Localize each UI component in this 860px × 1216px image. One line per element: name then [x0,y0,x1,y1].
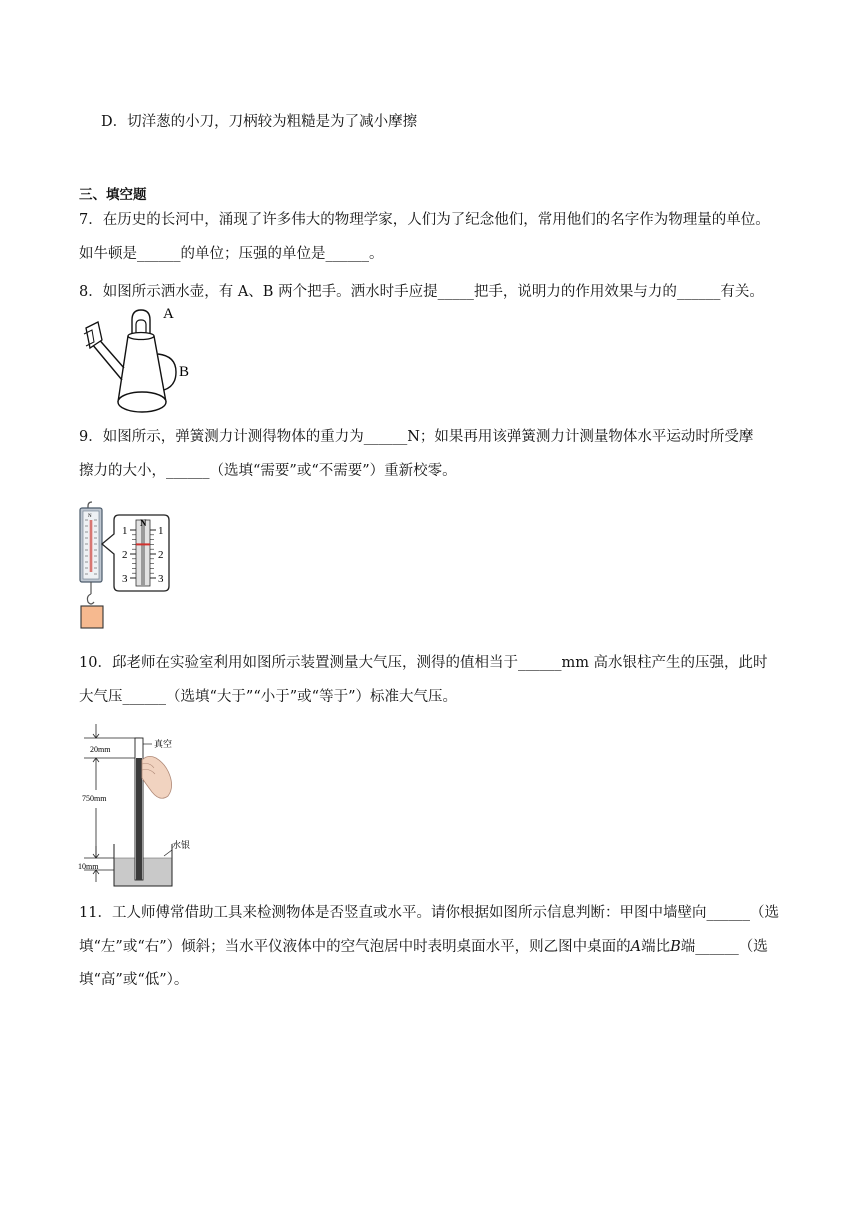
tick-right-1: 1 [158,525,164,537]
scale-unit: N [140,518,147,528]
torricelli-figure [76,718,196,890]
tick-right-3: 3 [158,573,164,585]
label-vacuum: 真空 [154,739,173,749]
option-d: D．切洋葱的小刀，刀柄较为粗糙是为了减小摩擦 [101,114,418,130]
q11-line2-b: 端比 [641,939,671,955]
label-20mm: 20mm [90,745,111,754]
handle-a [132,310,150,334]
q11-var-b: B [670,939,681,955]
spring-scale-figure [78,498,173,636]
q11-line2-c: 端______（选 [680,939,768,955]
tick-right-2: 2 [158,549,164,561]
q11-line1: 11．工人师傅常借助工具来检测物体是否竖直或水平。请你根据如图所示信息判断：甲图中墙壁向______（选 [79,905,779,921]
tick-left-3: 3 [122,573,128,585]
mercury-column [136,758,142,880]
q11-line2 [79,937,768,957]
label-10mm: 10mm [78,862,99,871]
q10-line2: 大气压______（选填“大于”“小于”或“等于”）标准大气压。 [79,689,457,705]
q11-line3: 填“高”或“低”）。 [79,972,189,988]
hand [142,756,172,798]
q11-line2-a: 填“左”或“右”）倾斜；当水平仪液体中的空气泡居中时表明桌面水平，则乙图中桌面的 [79,939,631,955]
q10-line1: 10．邱老师在实验室利用如图所示装置测量大气压，测得的值相当于______mm 高水银柱产生的压强，此时 [79,655,768,671]
label-b: B [179,364,190,380]
label-750mm: 750mm [82,794,107,803]
q8-line1: 8．如图所示洒水壶，有 A、B 两个把手。洒水时手应提_____把手，说明力的作用效果与力的______有关。 [79,284,764,300]
label-a: A [163,306,174,322]
tick-left-1: 1 [122,525,128,537]
weight-block [81,606,103,628]
label-mercury: 水银 [172,840,191,850]
q9-line1: 9．如图所示，弹簧测力计测得物体的重力为______N；如果再用该弹簧测力计测量物体水平运动时所受摩 [79,429,754,445]
q9-line2: 擦力的大小，______（选填“需要”或“不需要”）重新校零。 [79,463,457,479]
scale-unit-small: N [88,514,92,519]
q7-line1: 7．在历史的长河中，涌现了许多伟大的物理学家，人们为了纪念他们，常用他们的名字作为物理量的单位。 [79,212,770,228]
q7-line2: 如牛顿是______的单位；压强的单位是______。 [79,246,384,262]
watering-can-figure [78,306,203,418]
q11-var-a: A [630,939,642,955]
tick-left-2: 2 [122,549,128,561]
section-title: 三、填空题 [79,187,147,203]
